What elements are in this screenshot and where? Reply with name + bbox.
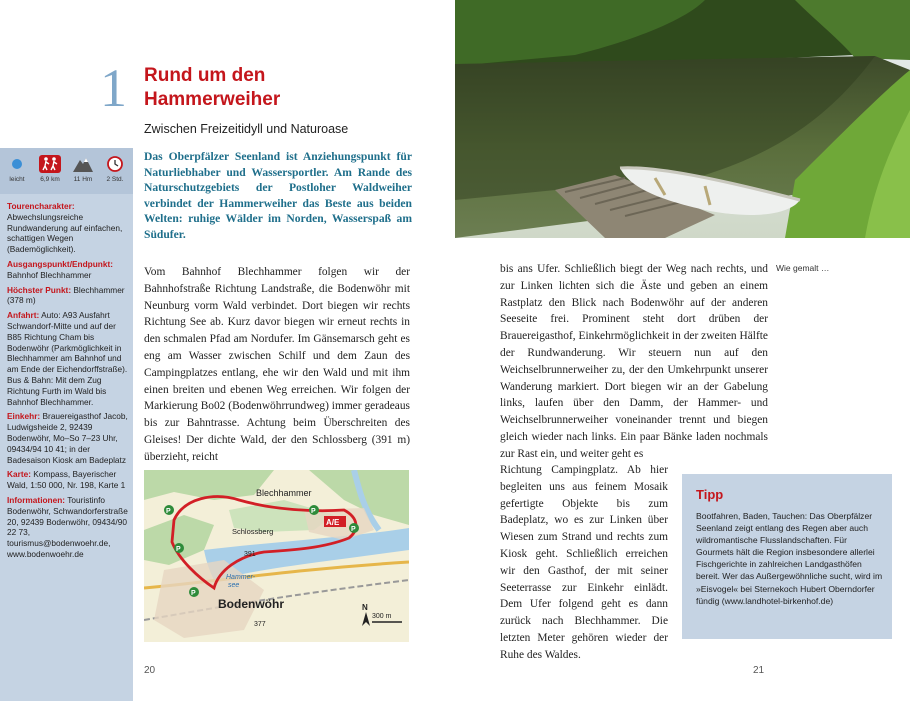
stat-difficulty bbox=[4, 154, 30, 183]
tour-title bbox=[144, 64, 444, 112]
svg-text:P: P bbox=[351, 526, 356, 533]
map-north-label: N bbox=[362, 603, 368, 612]
hiker-distance-icon bbox=[38, 154, 62, 174]
stat-ascent bbox=[70, 154, 96, 183]
photo-caption: Wie gemalt … bbox=[776, 263, 830, 273]
body-text-left: Vom Bahnhof Blechhammer folgen wir der Bahnhofstraße Richtung Landstraße, die Bodenwöhr mit Neunburg vorm Wald verbindet. Dort biegen wir rechts Richtung See ab. Kurz davor biegen wir erneut rechts in den schmalen Pfad am Nordufer. Im Gänsemarsch geht es eng am Wasser zwischen Schilf und dem Zaun des Campingplatzes entlang, ehe wir den Wald und mit ihm einen breiten und ebenen Weg erreichen. Wir folgen der Markierung Bo02 (Bodenwöhrrundweg) immer geradeaus bis zur Bahntrasse. Achtung beim Überschreiten des Gleises! Der dichte Wald, der den Schlossberg (391 m) überzieht, reicht bbox=[144, 266, 410, 463]
tip-title: Tipp bbox=[696, 487, 724, 502]
route-map bbox=[144, 470, 409, 642]
mountain-ascent-icon bbox=[72, 155, 94, 173]
info-sidebar bbox=[0, 148, 133, 701]
map-label-ae: A/E bbox=[326, 518, 340, 527]
info-ausgangspunkt: Ausgangspunkt/Endpunkt: Bahnhof Blechhammer bbox=[7, 258, 114, 280]
info-karte: Karte: Kompass, Bayerischer Wald, 1:50 000, Nr. 198, Karte 1 bbox=[7, 469, 126, 491]
body-text-right-full: bis ans Ufer. Schließlich biegt der Weg nach rechts, und zur Linken lichten sich die Äste und geben an einem Rastplatz den Blick nach Bodenwöhr auf der anderen Seeseite frei. Prominent steht dort drüben der Brauereigasthof, Einkehrmöglichkeit in der zweiten Hälfte der Rundwanderung. Wir steuern nun auf den Weichselbrunnerweiher zu, der den Umkehrpunkt unserer Wanderung markiert. Dort biegen wir an der Gabelung links, laufen über den Damm, der Hammer- und Weichselbrunnerweiher voneinander trennt und biegen gleich wieder nach links. Ein paar Bänke laden nochmals zur Rast ein, und weiter geht es bbox=[500, 263, 768, 460]
map-label-schlossberg: Schlossberg bbox=[232, 527, 274, 536]
map-label-blechhammer: Blechhammer bbox=[256, 488, 312, 498]
stat-distance bbox=[37, 154, 63, 183]
svg-text:P: P bbox=[166, 508, 171, 515]
map-label-391: 391 bbox=[244, 551, 256, 558]
tour-title-line1: Rund um den bbox=[144, 65, 266, 86]
info-list bbox=[7, 201, 129, 564]
stat-difficulty-label: leicht bbox=[9, 176, 25, 183]
tour-title-line2: Hammerweiher bbox=[144, 89, 281, 110]
lake-with-rowboat-photo bbox=[455, 0, 910, 238]
map-scale-label: 300 m bbox=[372, 613, 392, 620]
info-tourencharakter: Tourencharakter: Abwechslungsreiche Rundwanderung auf einfachen, schattigen Wegen (Bademöglichkeit). bbox=[7, 201, 123, 255]
map-label-hammersee: Hammer- bbox=[226, 574, 256, 581]
right-page bbox=[455, 0, 910, 701]
stat-duration bbox=[102, 154, 128, 183]
stats-bar bbox=[0, 148, 133, 194]
body-text-right-narrow: Richtung Campingplatz. Ab hier begleiten uns aus feinem Mosaik gefertigte Objekte bis zum Badeplatz, wo es zur Linken über Wiesen zum Strand und rechts zum Kiosk geht. Schließlich erreichen wir den Gasthof, der mit seiner Seeterrasse zur Einkehr einlädt. Dem Ufer folgend geht es dann zurück nach Blechhammer. Die letzten Meter gehören wieder der Ruhe des Waldes. bbox=[500, 464, 668, 661]
intro-paragraph: Das Oberpfälzer Seenland ist Anziehungspunkt für Naturliebhaber und Wassersportler. Am Rande des Naturschutzgebiets der Postloher Waldweiher verbindet der Hammerweiher das Beste aus beiden Welten: ruhige Wälder im Norden, Wasserspaß am Südufer. bbox=[144, 150, 412, 241]
stat-duration-label: 2 Std. bbox=[106, 176, 124, 183]
svg-text:P: P bbox=[191, 590, 196, 597]
chapter-number: 1 bbox=[100, 58, 127, 118]
page-number-right: 21 bbox=[753, 665, 765, 676]
clock-icon bbox=[106, 155, 124, 173]
info-anfahrt: Anfahrt: Auto: A93 Ausfahrt Schwandorf-Mitte und auf der B85 Richtung Cham bis Bodenwöhr (Parkmöglichkeit in Blechhammer am Bahnhof und am Ende der Eichendorffstraße). Bus & Bahn: Mit dem Zug Richtung Furth im Wald bis Bahnhof Blechhammer. bbox=[7, 310, 128, 407]
info-einkehr: Einkehr: Brauereigasthof Jacob, Ludwigsheide 2, 92439 Bodenwöhr, Mo–So 7–23 Uhr, 09434/94 10 41; in der Badesaison Kiosk am Badeplatz bbox=[7, 411, 128, 465]
difficulty-dot-icon bbox=[10, 157, 24, 171]
map-label-377: 377 bbox=[254, 621, 266, 628]
map-label-hammersee-2: see bbox=[228, 582, 240, 589]
map-label-bodenwoehr: Bodenwöhr bbox=[218, 597, 284, 611]
stat-ascent-label: 11 Hm bbox=[73, 176, 93, 183]
svg-text:P: P bbox=[311, 508, 316, 515]
tip-box bbox=[682, 474, 892, 639]
info-informationen: Informationen: Touristinfo Bodenwöhr, Schwandorferstraße 20, 92439 Bodenwöhr, 09434/90 22 73, tourismus@bodenwoehr.de, www.bodenwoehr.de bbox=[7, 494, 128, 559]
page-number-left: 20 bbox=[144, 665, 156, 676]
stat-distance-label: 6,9 km bbox=[40, 176, 60, 183]
tip-text: Bootfahren, Baden, Tauchen: Das Oberpfälzer Seenland zeigt entlang des Regen aber auch wildromantische Flusslandschaften. Für Gourmets hält die Region insbesondere allerlei Fischgerichte in zahlreichen Landgasthöfen bereit. Wer das Außergewöhnliche sucht, wird im »Eisvogel« bei Sternekoch Hubert Oberndorfer fündig (www.landhotel-birkenhof.de) bbox=[696, 511, 883, 606]
svg-text:P: P bbox=[176, 546, 181, 553]
info-hoechster-punkt: Höchster Punkt: Blechhammer (378 m) bbox=[7, 284, 125, 306]
tour-subtitle: Zwischen Freizeitidyll und Naturoase bbox=[144, 122, 349, 136]
